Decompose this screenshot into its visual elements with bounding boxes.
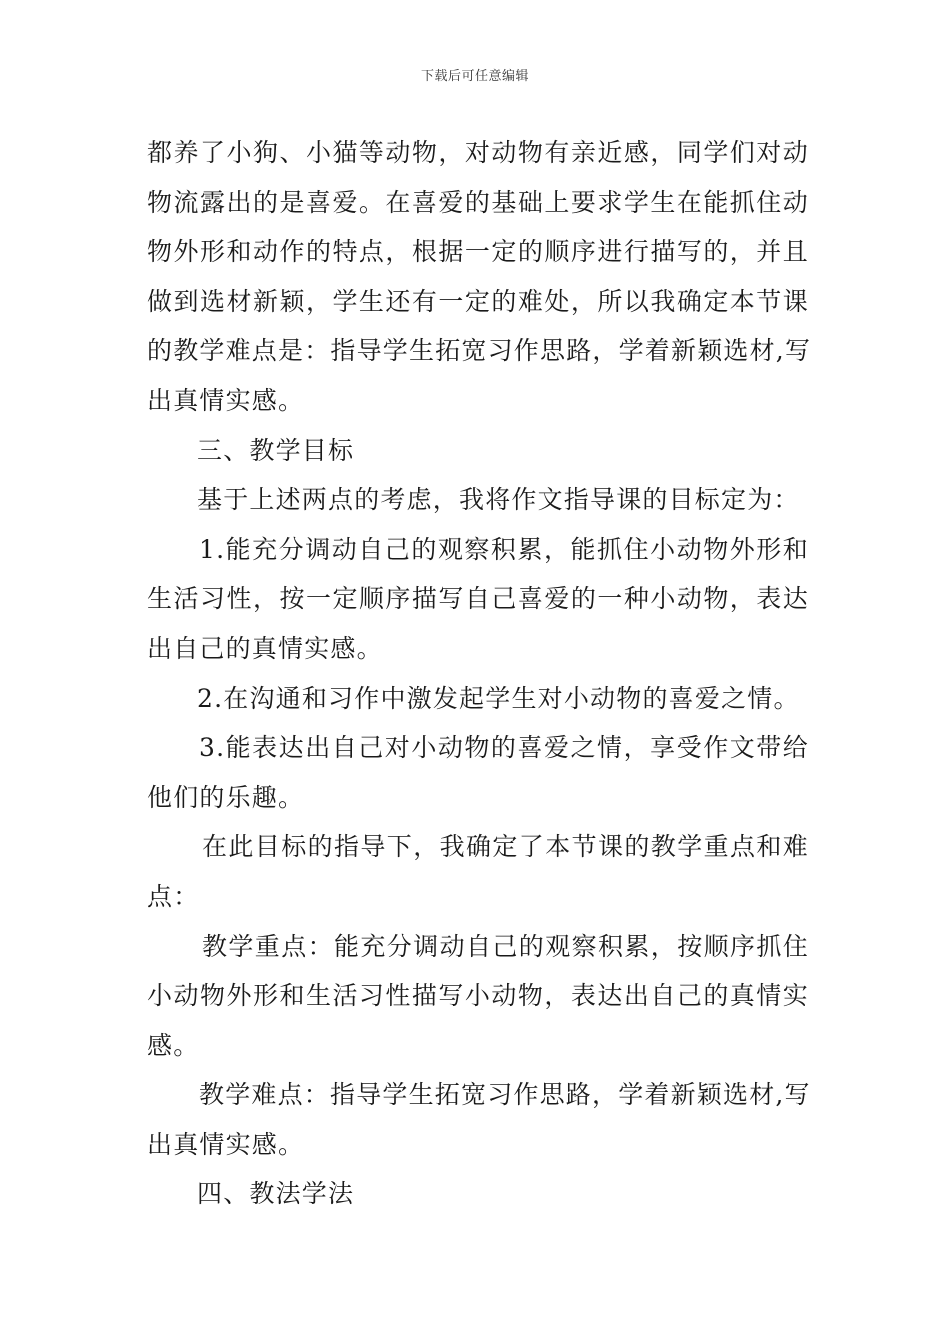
document-body xyxy=(147,128,812,1219)
text-line: 他们的乐趣。 xyxy=(147,782,305,812)
text-line: 出真情实感。 xyxy=(147,1129,305,1159)
text-line: 生活习性，按一定顺序描写自己喜爱的一种小动物，表达 xyxy=(147,584,809,614)
page-header-note: 下载后可任意编辑 xyxy=(420,69,529,84)
text-line: 2.在沟通和习作中激发起学生对小动物的喜爱之情。 xyxy=(197,683,800,713)
text-line: 基于上述两点的考虑，我将作文指导课的目标定为： xyxy=(197,485,800,515)
text-line: 在此目标的指导下，我确定了本节课的教学重点和难 xyxy=(202,832,809,862)
section-heading: 四、教法学法 xyxy=(197,1179,355,1209)
text-line: 感。 xyxy=(147,1030,200,1060)
text-line: 做到选材新颖，学生还有一定的难处，所以我确定本节课 xyxy=(147,286,809,316)
text-line: 都养了小狗、小猫等动物，对动物有亲近感，同学们对动 xyxy=(147,138,809,167)
text-line: 教学重点：能充分调动自己的观察积累，按顺序抓住 xyxy=(202,931,809,961)
text-line: 的教学难点是：指导学生拓宽习作思路，学着新颖选材,写 xyxy=(147,336,812,366)
text-line: 出自己的真情实感。 xyxy=(147,633,383,663)
text-line: 物外形和动作的特点，根据一定的顺序进行描写的，并且 xyxy=(147,237,809,267)
text-line: 3.能表达出自己对小动物的喜爱之情，享受作文带给 xyxy=(199,733,809,763)
text-line: 点： xyxy=(147,881,200,911)
text-line: 出真情实感。 xyxy=(147,385,305,415)
text-line: 小动物外形和生活习性描写小动物，表达出自己的真情实 xyxy=(147,981,809,1011)
text-line: 物流露出的是喜爱。在喜爱的基础上要求学生在能抓住动 xyxy=(147,187,809,217)
section-heading: 三、教学目标 xyxy=(197,435,355,465)
text-line: 教学难点：指导学生拓宽习作思路，学着新颖选材,写 xyxy=(199,1080,811,1110)
text-line: 1.能充分调动自己的观察积累，能抓住小动物外形和 xyxy=(199,534,809,564)
